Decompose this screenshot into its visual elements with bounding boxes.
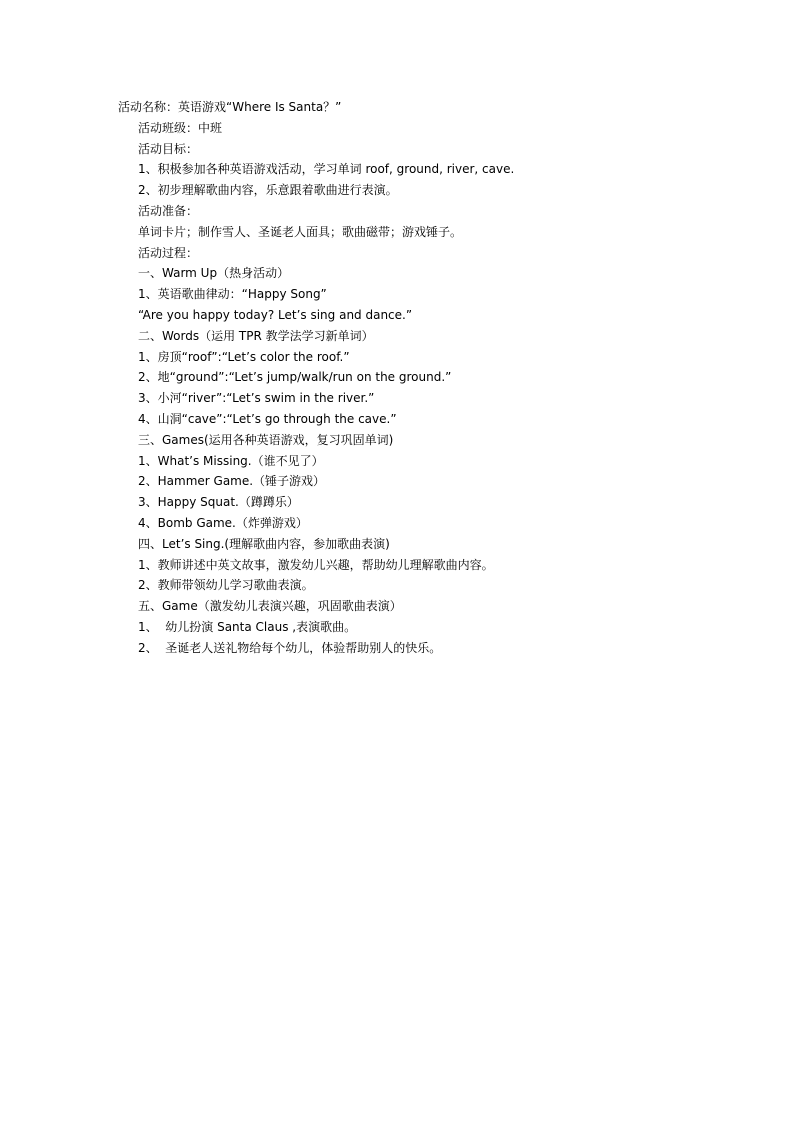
games-item-2: 2、Hammer Game.（锤子游戏） xyxy=(138,474,326,489)
words-item-2: 2、地“ground”:“Let’s jump/walk/run on the ground.” xyxy=(138,370,452,385)
section-warm-up: 一、Warm Up（热身活动） xyxy=(138,266,290,281)
heading-goals: 活动目标： xyxy=(138,141,199,156)
heading-process: 活动过程： xyxy=(138,245,199,260)
section-game: 五、Game（激发幼儿表演兴趣，巩固歌曲表演） xyxy=(138,599,402,614)
games-item-4: 4、Bomb Game.（炸弹游戏） xyxy=(138,515,308,530)
text-line-class: 活动班级：中班 xyxy=(138,120,223,135)
sing-item-1: 1、教师讲述中英文故事，激发幼儿兴趣，帮助幼儿理解歌曲内容。 xyxy=(138,557,494,572)
game-item-2: 2、 圣诞老人送礼物给每个幼儿，体验帮助别人的快乐。 xyxy=(138,640,442,655)
heading-preparation: 活动准备： xyxy=(138,203,199,218)
section-words: 二、Words（运用 TPR 教学法学习新单词） xyxy=(138,328,374,343)
document-body xyxy=(118,97,678,659)
section-games: 三、Games(运用各种英语游戏，复习巩固单词) xyxy=(138,432,394,447)
words-item-4: 4、山洞“cave”:“Let’s go through the cave.” xyxy=(138,411,397,426)
preparation-text: 单词卡片；制作雪人、圣诞老人面具；歌曲磁带；游戏锤子。 xyxy=(138,224,463,239)
document-title: 活动名称：英语游戏“Where Is Santa？” xyxy=(118,100,342,114)
section-sing: 四、Let’s Sing.(理解歌曲内容，参加歌曲表演) xyxy=(138,536,390,551)
words-item-1: 1、房顶“roof”:“Let’s color the roof.” xyxy=(138,349,350,364)
words-item-3: 3、小河“river”:“Let’s swim in the river.” xyxy=(138,391,375,406)
goal-item-2: 2、初步理解歌曲内容，乐意跟着歌曲进行表演。 xyxy=(138,183,398,198)
games-item-3: 3、Happy Squat.（蹲蹲乐） xyxy=(138,495,299,510)
goal-item-1: 1、积极参加各种英语游戏活动，学习单词 roof, ground, river, cave. xyxy=(138,162,515,177)
games-item-1: 1、What’s Missing.（谁不见了） xyxy=(138,453,324,468)
warm-up-lyric: “Are you happy today? Let’s sing and dance.” xyxy=(138,307,413,322)
game-item-1: 1、 幼儿扮演 Santa Claus ,表演歌曲。 xyxy=(138,619,357,634)
warm-up-item-1: 1、英语歌曲律动：“Happy Song” xyxy=(138,287,327,302)
sing-item-2: 2、教师带领幼儿学习歌曲表演。 xyxy=(138,578,314,593)
